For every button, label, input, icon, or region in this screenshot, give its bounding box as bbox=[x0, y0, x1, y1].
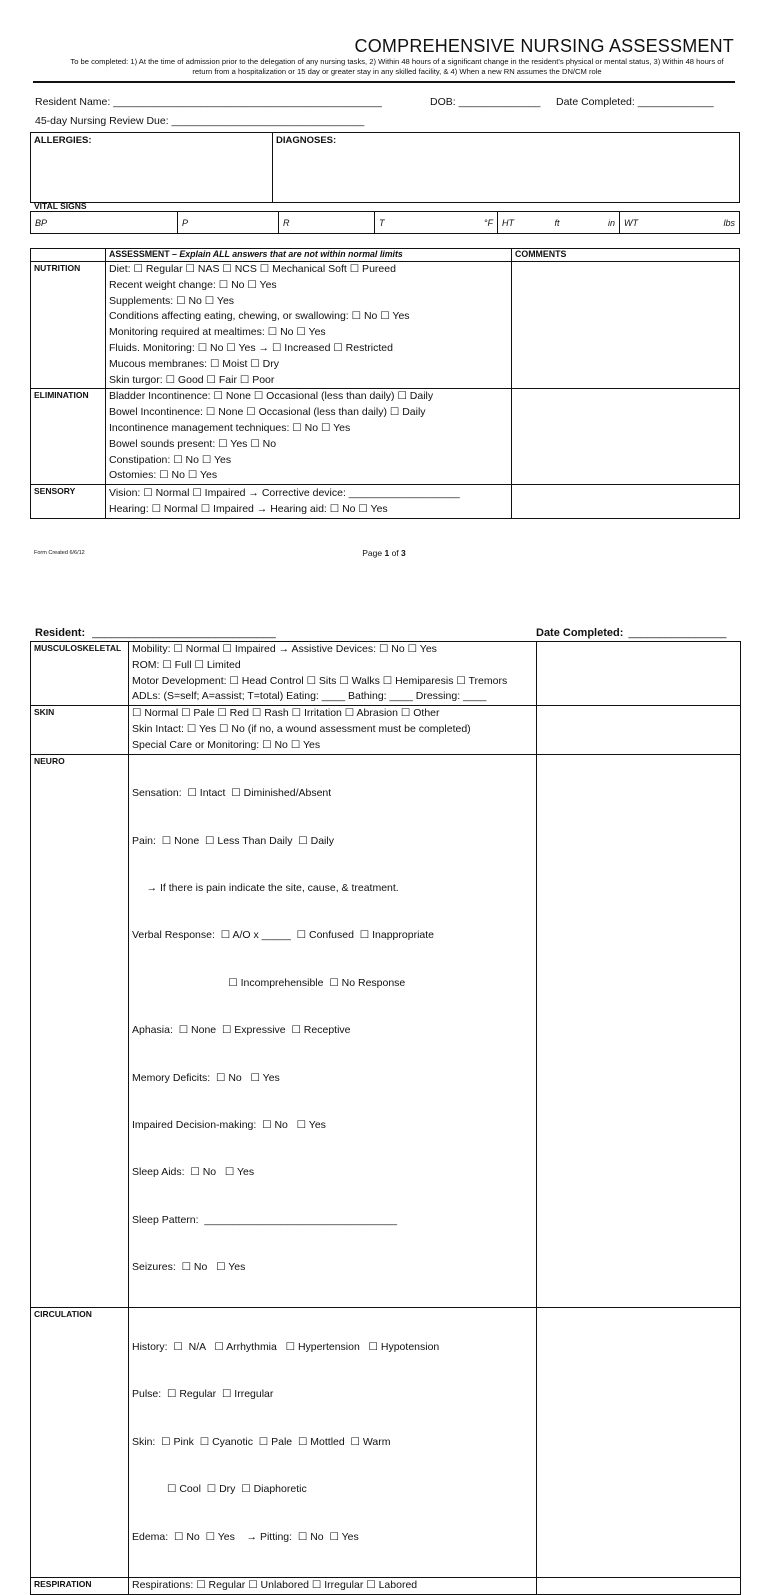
date-line-p2: ________________ bbox=[628, 627, 727, 639]
assessment-header-note: Explain ALL answers that are not within normal limits bbox=[179, 249, 403, 259]
list-item[interactable]: Sensation: ☐ Intact ☐ Diminished/Absent bbox=[132, 787, 332, 800]
list-item[interactable]: ROM: ☐ Full ☐ Limited bbox=[132, 658, 241, 671]
list-item[interactable]: Bowel sounds present: ☐ Yes ☐ No bbox=[109, 437, 277, 450]
section-row-respiration bbox=[31, 1578, 741, 1595]
section-label-circulation: CIRCULATION bbox=[31, 1308, 129, 1578]
page-prefix: Page bbox=[362, 548, 385, 558]
date-completed-field-p2[interactable] bbox=[536, 627, 726, 639]
section-items-respiration[interactable] bbox=[129, 1578, 537, 1595]
bp-cell[interactable] bbox=[31, 212, 178, 234]
list-item[interactable]: Conditions affecting eating, chewing, or swallowing: ☐ No ☐ Yes bbox=[109, 310, 410, 323]
list-item[interactable]: Vision: ☐ Normal ☐ Impaired → Corrective device: ___________________ bbox=[109, 487, 460, 500]
list-item[interactable]: Fluids. Monitoring: ☐ No ☐ Yes → ☐ Increased ☐ Restricted bbox=[109, 341, 393, 354]
section-row-circulation bbox=[31, 1308, 741, 1578]
resident-field-p2[interactable] bbox=[35, 627, 276, 639]
resident-name-field[interactable]: Resident Name: ______________________________________________ bbox=[35, 96, 382, 108]
list-item[interactable]: Verbal Response: ☐ A/O x _____ ☐ Confused ☐ Inappropriate bbox=[132, 929, 434, 942]
list-item[interactable]: Sleep Pattern: _________________________________ bbox=[132, 1213, 398, 1226]
list-item[interactable]: Seizures: ☐ No ☐ Yes bbox=[132, 1261, 246, 1274]
list-item[interactable]: Impaired Decision-making: ☐ No ☐ Yes bbox=[132, 1118, 326, 1131]
section-label-musculoskeletal: MUSCULOSKELETAL bbox=[31, 642, 129, 706]
comments-cell-neuro[interactable] bbox=[537, 754, 741, 1308]
list-item[interactable]: Bladder Incontinence: ☐ None ☐ Occasional (less than daily) ☐ Daily bbox=[109, 390, 434, 403]
bp-label: BP bbox=[35, 217, 48, 228]
vital-signs-table bbox=[30, 211, 740, 234]
section-label-skin: SKIN bbox=[31, 706, 129, 754]
header-rule bbox=[33, 81, 735, 83]
feet-label: ft bbox=[554, 217, 560, 228]
list-item[interactable]: Hearing: ☐ Normal ☐ Impaired → Hearing aid: ☐ No ☐ Yes bbox=[109, 502, 388, 515]
assessment-table-page2 bbox=[30, 641, 741, 1595]
list-item: → If there is pain indicate the site, cause, & treatment. bbox=[132, 881, 399, 894]
list-item[interactable]: ADLs: (S=self; A=assist; T=total) Eating: ____ Bathing: ____ Dressing: ____ bbox=[132, 690, 487, 703]
diagnoses-cell[interactable] bbox=[273, 133, 740, 203]
section-row-nutrition bbox=[31, 262, 740, 389]
comments-cell-nutrition[interactable] bbox=[512, 262, 740, 389]
list-item[interactable]: Mobility: ☐ Normal ☐ Impaired → Assistive Devices: ☐ No ☐ Yes bbox=[132, 643, 437, 655]
list-item[interactable]: Skin turgor: ☐ Good ☐ Fair ☐ Poor bbox=[109, 373, 275, 386]
date-label-p2: Date Completed: bbox=[536, 627, 624, 639]
section-row-skin bbox=[31, 706, 741, 754]
assessment-table-page1 bbox=[30, 248, 740, 519]
section-label-nutrition: NUTRITION bbox=[31, 262, 106, 389]
section-label-neuro: NEURO bbox=[31, 754, 129, 1308]
section-row-musculoskeletal bbox=[31, 642, 741, 706]
comments-cell-sensory[interactable] bbox=[512, 485, 740, 519]
page-number bbox=[0, 548, 768, 558]
dob-field[interactable]: DOB: ______________ bbox=[430, 96, 541, 108]
list-item[interactable]: Skin Intact: ☐ Yes ☐ No (if no, a wound assessment must be completed) bbox=[132, 722, 471, 735]
assessment-header-label: ASSESSMENT – bbox=[109, 249, 177, 259]
list-item[interactable]: Memory Deficits: ☐ No ☐ Yes bbox=[132, 1071, 280, 1084]
list-item[interactable]: Sleep Aids: ☐ No ☐ Yes bbox=[132, 1166, 255, 1179]
comments-cell-circulation[interactable] bbox=[537, 1308, 741, 1578]
lbs-label: lbs bbox=[723, 217, 735, 228]
section-label-elimination: ELIMINATION bbox=[31, 389, 106, 485]
section-label-respiration: RESPIRATION bbox=[31, 1578, 129, 1595]
form-instructions: To be completed: 1) At the time of admission prior to the delegation of any nursing tasks, 2) Within 48 hours of a significant change in the resident's physical or mental status, 3) Within 48 hours of return from a hospitalization or 15 day or greater stay in any skilled facility, & 4) When a new RN assumes the DN/CM role bbox=[70, 57, 724, 76]
list-item[interactable]: Pain: ☐ None ☐ Less Than Daily ☐ Daily bbox=[132, 834, 334, 847]
list-item[interactable]: ☐ Cool ☐ Dry ☐ Diaphoretic bbox=[132, 1483, 307, 1496]
pulse-cell[interactable] bbox=[178, 212, 279, 234]
resident-label-p2: Resident: bbox=[35, 627, 86, 639]
list-item[interactable]: Motor Development: ☐ Head Control ☐ Sits ☐ Walks ☐ Hemiparesis ☐ Tremors bbox=[132, 674, 508, 687]
weight-label: WT bbox=[624, 217, 638, 228]
form-created-note: Form Created 6/6/12 bbox=[34, 550, 85, 556]
list-item[interactable]: Monitoring required at mealtimes: ☐ No ☐ Yes bbox=[109, 326, 326, 339]
temp-cell[interactable] bbox=[375, 212, 498, 234]
section-items-musculoskeletal[interactable] bbox=[129, 642, 537, 706]
resp-cell[interactable] bbox=[279, 212, 375, 234]
list-item[interactable]: Constipation: ☐ No ☐ Yes bbox=[109, 453, 232, 466]
date-completed-field[interactable]: Date Completed: _____________ bbox=[556, 96, 714, 108]
allergies-label: ALLERGIES: bbox=[34, 135, 92, 146]
pulse-label: P bbox=[182, 217, 189, 228]
resp-label: R bbox=[283, 217, 290, 228]
comments-cell-musculoskeletal[interactable] bbox=[537, 642, 741, 706]
page-of: of bbox=[389, 548, 402, 558]
page-total: 3 bbox=[401, 548, 406, 558]
list-item[interactable]: Recent weight change: ☐ No ☐ Yes bbox=[109, 278, 277, 291]
section-label-sensory: SENSORY bbox=[31, 485, 106, 519]
section-row-neuro bbox=[31, 754, 741, 1308]
section-items-neuro[interactable] bbox=[129, 754, 537, 1308]
weight-cell[interactable] bbox=[620, 212, 740, 234]
allergies-diagnoses-table bbox=[30, 132, 740, 203]
corner-cell bbox=[31, 249, 106, 262]
list-item[interactable]: Respirations: ☐ Regular ☐ Unlabored ☐ Irregular ☐ Labored bbox=[132, 1579, 418, 1592]
comments-cell-elimination[interactable] bbox=[512, 389, 740, 485]
list-item[interactable]: ☐ Normal ☐ Pale ☐ Red ☐ Rash ☐ Irritation ☐ Abrasion ☐ Other bbox=[132, 707, 440, 720]
page-current: 1 bbox=[384, 548, 390, 558]
temp-label: T bbox=[379, 217, 385, 228]
vital-signs-label: VITAL SIGNS bbox=[34, 201, 87, 211]
list-item[interactable]: Ostomies: ☐ No ☐ Yes bbox=[109, 469, 218, 482]
section-items-circulation[interactable] bbox=[129, 1308, 537, 1578]
list-item[interactable]: Diet: ☐ Regular ☐ NAS ☐ NCS ☐ Mechanical Soft ☐ Pureed bbox=[109, 263, 396, 275]
list-item[interactable]: Mucous membranes: ☐ Moist ☐ Dry bbox=[109, 357, 279, 370]
section-row-elimination bbox=[31, 389, 740, 485]
resident-line-p2: ______________________________ bbox=[92, 627, 276, 639]
list-item[interactable]: Supplements: ☐ No ☐ Yes bbox=[109, 294, 235, 307]
list-item[interactable]: Edema: ☐ No ☐ Yes → Pitting: ☐ No ☐ Yes bbox=[132, 1530, 359, 1543]
assessment-header bbox=[106, 249, 512, 262]
comments-cell-skin[interactable] bbox=[537, 706, 741, 754]
section-items-elimination[interactable] bbox=[106, 389, 512, 485]
diagnoses-label: DIAGNOSES: bbox=[276, 135, 337, 146]
list-item[interactable]: Skin: ☐ Pink ☐ Cyanotic ☐ Pale ☐ Mottled ☐ Warm bbox=[132, 1435, 391, 1448]
comments-header: COMMENTS bbox=[512, 249, 740, 262]
review-due-field[interactable]: 45-day Nursing Review Due: _________________________________ bbox=[35, 115, 365, 127]
form-title: COMPREHENSIVE NURSING ASSESSMENT bbox=[354, 36, 734, 56]
height-cell[interactable] bbox=[498, 212, 620, 234]
list-item[interactable]: Incontinence management techniques: ☐ No ☐ Yes bbox=[109, 421, 351, 434]
section-items-sensory[interactable] bbox=[106, 485, 512, 519]
section-items-skin[interactable] bbox=[129, 706, 537, 754]
comments-cell-respiration[interactable] bbox=[537, 1578, 741, 1595]
inches-label: in bbox=[607, 217, 615, 228]
list-item[interactable]: Bowel Incontinence: ☐ None ☐ Occasional (less than daily) ☐ Daily bbox=[109, 406, 426, 419]
allergies-cell[interactable] bbox=[31, 133, 273, 203]
list-item[interactable]: ☐ Incomprehensible ☐ No Response bbox=[132, 976, 406, 989]
list-item[interactable]: Aphasia: ☐ None ☐ Expressive ☐ Receptive bbox=[132, 1024, 351, 1037]
section-items-nutrition[interactable] bbox=[106, 262, 512, 389]
height-label: HT bbox=[502, 217, 514, 228]
list-item[interactable]: Pulse: ☐ Regular ☐ Irregular bbox=[132, 1388, 274, 1401]
list-item[interactable]: Special Care or Monitoring: ☐ No ☐ Yes bbox=[132, 738, 321, 751]
section-row-sensory bbox=[31, 485, 740, 519]
list-item[interactable]: History: ☐ N/A ☐ Arrhythmia ☐ Hypertension ☐ Hypotension bbox=[132, 1341, 440, 1354]
fahrenheit-label: °F bbox=[483, 217, 493, 228]
